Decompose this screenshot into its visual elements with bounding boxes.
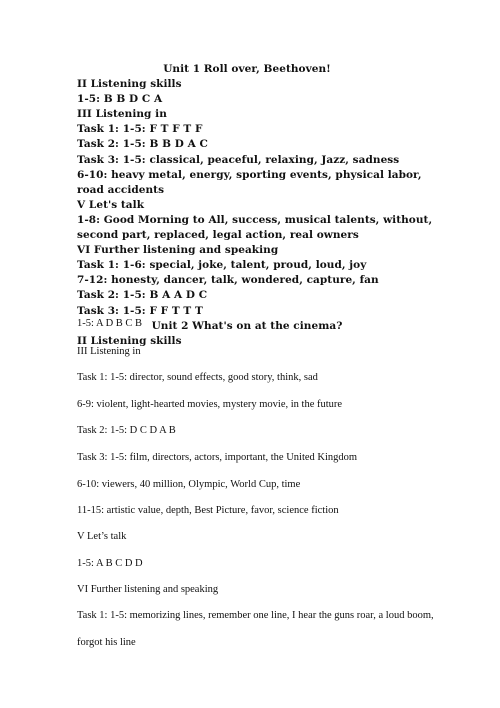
answer-line: road accidents (77, 183, 165, 196)
unit1-title: Unit 1 Roll over, Beethoven! (163, 63, 331, 75)
answer-line: forgot his line (77, 637, 136, 648)
unit2-title: Unit 2 What's on at the cinema? (151, 319, 343, 332)
answer-line: Task 1: 1-5: memorizing lines, remember one line, I hear the guns roar, a loud boom, (77, 610, 434, 621)
answer-line: 6-9: violent, light-hearted movies, mystery movie, in the future (77, 399, 343, 410)
answer-line: 1-5: B B D C A (77, 93, 163, 106)
answer-line: Task 3: 1-5: F F T T T (77, 304, 203, 317)
answer-line: Task 2: 1-5: B A A D C (77, 289, 208, 302)
answer-line: 7-12: honesty, dancer, talk, wondered, capture, fan (77, 274, 379, 287)
unit2-heading: II Listening skills (77, 334, 182, 347)
answer-line: 1-8: Good Morning to All, success, musical talents, without, (77, 213, 433, 226)
answer-line: V Let’s talk (77, 531, 127, 542)
answer-line: Task 1: 1-6: special, joke, talent, proud, loud, joy (77, 259, 367, 272)
answer-line: VI Further listening and speaking (77, 584, 219, 595)
answer-line: 1-5: A B C D D (77, 558, 143, 569)
answer-line: 6-10: viewers, 40 million, Olympic, World Cup, time (77, 479, 301, 490)
answer-line: Task 3: 1-5: classical, peaceful, relaxing, Jazz, sadness (77, 153, 400, 166)
answer-line: III Listening in (77, 108, 167, 121)
answer-line: Task 3: 1-5: film, directors, actors, important, the United Kingdom (77, 452, 358, 463)
answer-line: 11-15: artistic value, depth, Best Picture, favor, science fiction (77, 505, 339, 516)
answer-line: III Listening in (77, 346, 141, 357)
answer-line: VI Further listening and speaking (77, 244, 279, 257)
answer-line: V Let's talk (77, 198, 145, 211)
answer-line: Task 1: 1-5: F T F T F (77, 123, 203, 136)
answer-line: Task 2: 1-5: D C D A B (77, 425, 176, 436)
answer-line: II Listening skills (77, 78, 182, 91)
answer-line: 6-10: heavy metal, energy, sporting events, physical labor, (77, 168, 422, 181)
unit1-answer-section (77, 62, 433, 349)
answer-line: Task 2: 1-5: B B D A C (77, 138, 208, 151)
answer-line: 1-5: A D B C B (77, 318, 143, 329)
answer-line: Task 1: 1-5: director, sound effects, good story, think, sad (77, 372, 318, 383)
answer-line: second part, replaced, legal action, real owners (77, 229, 359, 242)
